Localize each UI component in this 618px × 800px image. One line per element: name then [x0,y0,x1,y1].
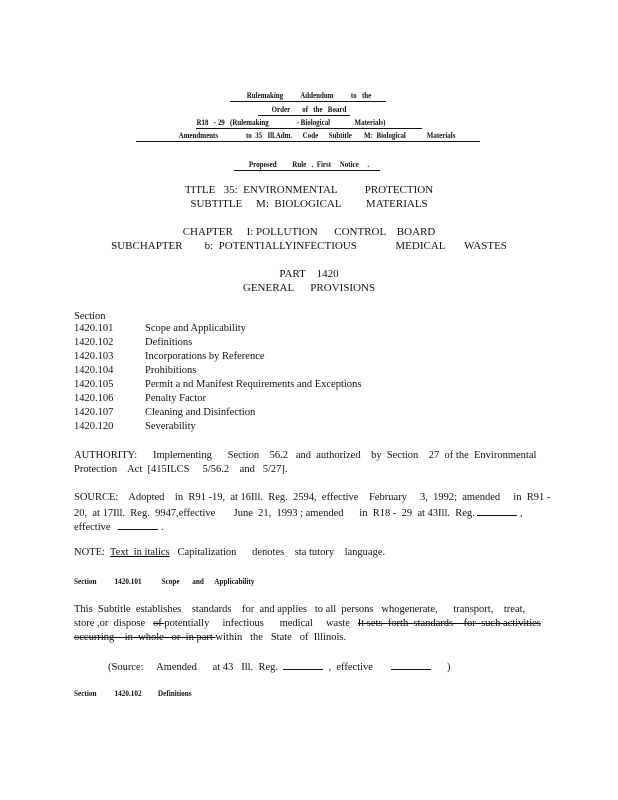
header-line-3: R18 - 29 (Rulemaking - Biological Materials) [196,117,386,127]
note-label: NOTE: [74,547,105,558]
blank-field [477,505,517,516]
toc-item-number: 1420.102 [74,337,114,348]
source-line-3: effective . [74,519,164,535]
subtitle-line: SUBTITLE M: BIOLOGICAL MATERIALS [190,198,428,210]
source-note-prefix: (Source: Amended at 43 Ill. Reg. [108,662,279,673]
toc-item-title: Cleaning and Disinfection [145,407,256,418]
section-heading-101 [74,576,254,586]
authority-line-2: Protection Act [415ILCS 5/56.2 and 5/27]. [74,464,288,475]
toc-item-title: Penalty Factor [145,393,206,404]
toc-item-number: 1420.106 [74,393,114,404]
toc-item-number: 1420.107 [74,407,114,418]
note-italics-sample: Text in italics [109,547,170,558]
header-line-2: Order of the Board [271,104,347,114]
part-title-line: GENERAL PROVISIONS [242,282,376,294]
section-heading-102 [74,688,192,698]
para-text: store ,or dispose [74,618,154,629]
toc-item-number: 1420.105 [74,379,114,390]
toc-item-title: Permit a nd Manifest Requirements and Exceptions [145,379,362,390]
source-note-middle: , effective [328,662,373,673]
title-line: TITLE 35: ENVIRONMENTAL PROTECTION [184,184,434,196]
header-line-5: Proposed Rule . First Notice . [248,159,370,169]
section-label: Section [74,688,97,698]
toc-item-title: Prohibitions [145,365,197,376]
struck-text: of [153,618,165,629]
toc-item-title: Scope and Applicability [145,323,246,334]
blank-field [283,659,323,670]
blank-field [391,659,431,670]
source-line-1: SOURCE: Adopted in R91 -19, at 16Ill. Reg. 2594, effective February 3, 1992; amended in R91 - [74,492,551,503]
para-101-line-2 [74,617,541,631]
note-line [74,546,385,560]
note-text: Capitalization denotes sta tutory language. [177,547,386,558]
blank-field [118,519,158,530]
toc-item-number: 1420.104 [74,365,114,376]
para-101-line-1: This Subtitle establishes standards for and applies to all persons whogenerate, transport, treat, [74,604,526,615]
header-underline-5 [234,170,380,171]
authority-line-1: AUTHORITY: Implementing Section 56.2 and authorized by Section 27 of the Environmental [74,450,537,461]
struck-text: occurring in whole or in part [74,632,216,643]
header-line-4: Amendments to 35 Ill.Adm. Code Subtitle M: Biological Materials [178,130,456,140]
header-underline-4 [136,141,480,142]
header-underline-3 [196,128,422,129]
section-number: 1420.102 [114,688,142,698]
para-text: within the State of Illinois. [215,632,347,643]
toc-item-number: 1420.103 [74,351,114,362]
section-number: 1420.101 [114,576,142,586]
header-underline-2 [258,115,350,116]
para-text: potentially infectious medical waste [164,618,358,629]
para-101-line-3 [74,631,346,645]
section-title: Definitions [157,688,192,698]
chapter-line: CHAPTER I: POLLUTION CONTROL BOARD [182,226,436,238]
source-line-3-text: effective [74,522,111,533]
section-label: Section [74,576,97,586]
section-title: Scope and Applicability [161,576,255,586]
toc-heading: Section [74,311,106,322]
toc-item-number: 1420.101 [74,323,114,334]
header-underline-1 [230,101,386,102]
header-line-1: Rulemaking Addendum to the [246,90,372,100]
toc-item-title: Severability [145,421,196,432]
toc-item-number: 1420.120 [74,421,114,432]
source-note [108,659,451,675]
source-line-2: 20, at 17Ill. Reg. 9947,effective June 21, 1993 ; amended in R18 - 29 at 43Ill. Reg. , [74,505,523,521]
toc-item-title: Incorporations by Reference [145,351,265,362]
source-note-suffix: ) [447,662,451,673]
subchapter-line: SUBCHAPTER b: POTENTIALLYINFECTIOUS MEDICAL WASTES [111,240,507,252]
part-line: PART 1420 [279,268,339,280]
struck-text: It sets forth standards for such activities [357,618,541,629]
source-line-2-text: 20, at 17Ill. Reg. 9947,effective June 21, 1993 ; amended in R18 - 29 at 43Ill. Reg. [74,508,475,519]
toc-item-title: Definitions [145,337,193,348]
